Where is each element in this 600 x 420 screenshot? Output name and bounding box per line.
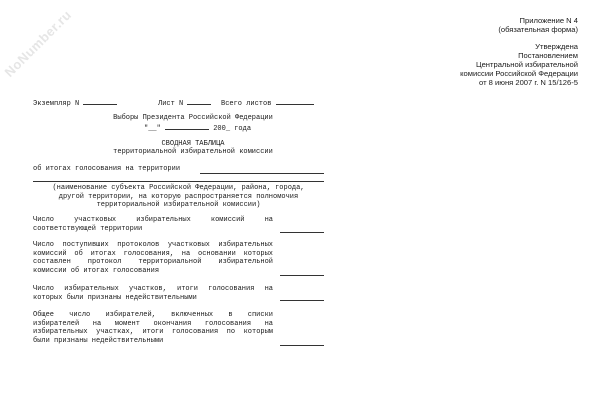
item-text-line: были признаны недействительными — [33, 336, 164, 345]
item-text-line: Число поступивших протоколов участковых избирательных — [33, 241, 273, 249]
item-text-line: комиссии об итогах голосования — [33, 266, 160, 275]
list-item — [33, 285, 273, 302]
value-blank-line — [280, 345, 324, 346]
territory-caption — [33, 184, 324, 210]
copy-number-label: Экземпляр N — [33, 100, 80, 108]
table-title: СВОДНАЯ ТАБЛИЦА — [161, 140, 225, 148]
item-text-line: Число участковых избирательных комиссий на — [33, 216, 273, 224]
election-date-day: "__" — [144, 125, 161, 133]
territory-caption-line: территориальной избирательной комиссии) — [96, 201, 261, 210]
total-sheets-field — [221, 97, 314, 109]
list-item — [33, 311, 273, 345]
total-sheets-label: Всего листов — [221, 100, 272, 108]
value-blank-line — [280, 232, 324, 233]
approval-line: комиссии Российской Федерации — [460, 69, 578, 78]
list-item — [33, 216, 273, 233]
approval-line: Постановлением — [518, 51, 578, 60]
appendix-subtitle: (обязательная форма) — [498, 25, 578, 34]
watermark-text: NoNumber.ru — [1, 7, 75, 80]
territory-blank-line — [200, 173, 324, 174]
territory-blank-line-2 — [33, 181, 324, 182]
item-text-line: Общее число избирателей, включенных в списки — [33, 311, 273, 319]
item-text-line: соответствующей территории — [33, 224, 143, 233]
appendix-title: Приложение N 4 — [519, 16, 578, 25]
territory-caption-line: (наименование субъекта Российской Федерации, района, города, — [52, 184, 305, 192]
item-text-line: избирательных участках, итоги голосования по которым — [33, 328, 273, 337]
approval-block — [460, 42, 578, 87]
election-date-year: 200_ года — [213, 125, 252, 133]
sheet-number-label: Лист N — [158, 100, 184, 108]
list-item — [33, 241, 273, 275]
item-text-line: составлен протокол территориальной избирательной — [33, 258, 273, 267]
sheet-number-field — [158, 97, 211, 109]
value-blank-line — [280, 300, 324, 301]
approval-line: Центральной избирательной — [475, 60, 578, 69]
table-subtitle: территориальной избирательной комиссии — [113, 148, 273, 156]
total-sheets-blank — [276, 97, 314, 105]
sheet-number-blank — [187, 97, 211, 105]
value-blank-line — [280, 275, 324, 276]
item-text-line: Число избирательных участков, итоги голосования на — [33, 285, 273, 293]
copy-number-field — [33, 97, 117, 109]
approval-line: от 8 июня 2007 г. N 15/126-5 — [479, 78, 578, 87]
election-date-field — [144, 122, 251, 134]
territory-label: об итогах голосования на территории — [33, 165, 181, 173]
territory-caption-line: другой территории, на которую распространяется полномочия — [58, 192, 299, 201]
election-title: Выборы Президента Российской Федерации — [113, 114, 273, 122]
item-text-line: комиссий об итогах голосования, на основании которых — [33, 249, 273, 258]
item-text-line: избирателей на момент окончания голосования на — [33, 319, 273, 328]
appendix-block — [498, 16, 578, 34]
copy-number-blank — [83, 97, 117, 105]
election-date-month-blank — [165, 122, 209, 130]
approval-line: Утверждена — [535, 42, 578, 51]
item-text-line: которых были признаны недействительными — [33, 293, 197, 302]
